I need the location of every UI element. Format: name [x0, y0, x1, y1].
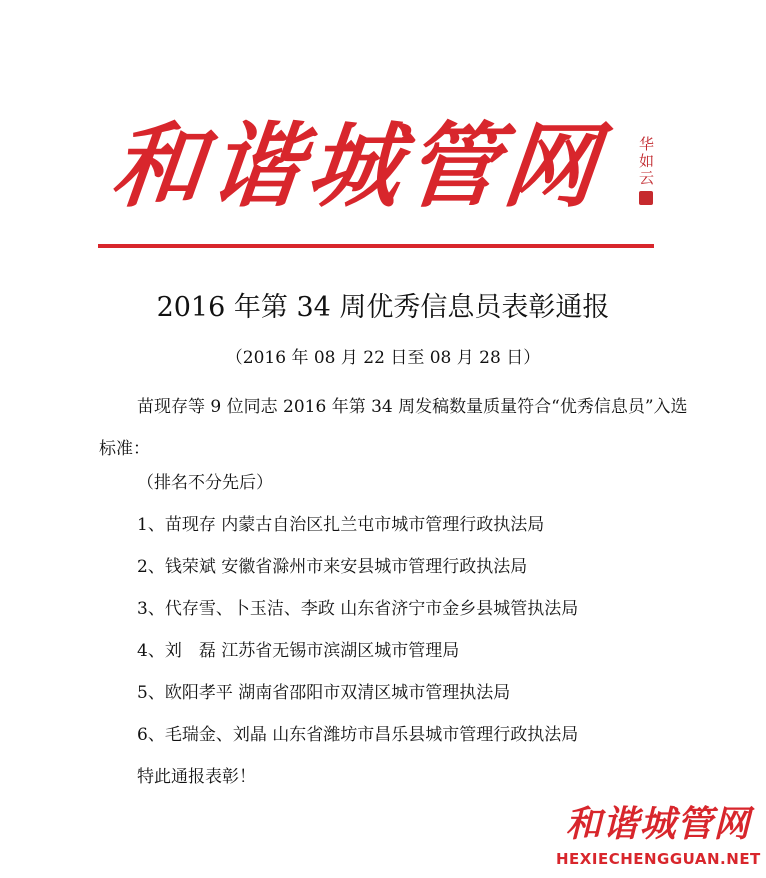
footer-watermark-logo	[556, 804, 761, 874]
list-item: 3、代存雪、卜玉洁、李政 山东省济宁市金乡县城管执法局	[137, 599, 579, 619]
closing-line: 特此通报表彰！	[137, 767, 256, 787]
calligrapher-seal	[635, 136, 657, 205]
ranking-note: （排名不分先后）	[137, 473, 273, 493]
list-item: 6、毛瑞金、刘晶 山东省潍坊市昌乐县城市管理行政执法局	[137, 725, 579, 745]
seal-stamp-icon	[639, 191, 653, 205]
list-item: 4、刘 磊 江苏省无锡市滨湖区城市管理局	[137, 641, 460, 661]
masthead	[100, 108, 660, 226]
document-date-range: （2016 年 08 月 22 日至 08 月 28 日）	[225, 348, 541, 368]
list-item: 1、苗现存 内蒙古自治区扎兰屯市城市管理行政执法局	[137, 515, 545, 535]
list-item: 5、欧阳孝平 湖南省邵阳市双清区城市管理执法局	[137, 683, 511, 703]
document-title: 2016 年第 34 周优秀信息员表彰通报	[156, 292, 610, 323]
intro-paragraph: 苗现存等 9 位同志 2016 年第 34 周发稿数量质量符合“优秀信息员”入选标准：	[99, 397, 688, 459]
header-divider	[98, 244, 654, 248]
masthead-title: 和谐城管网	[106, 113, 608, 220]
list-item: 2、钱荣斌 安徽省滁州市来安县城市管理行政执法局	[137, 557, 528, 577]
footer-logo-text: 和谐城管网	[565, 804, 751, 845]
seal-signature: 华如云	[637, 136, 655, 187]
footer-url: HEXIECHENGGUAN.NET	[556, 850, 761, 868]
